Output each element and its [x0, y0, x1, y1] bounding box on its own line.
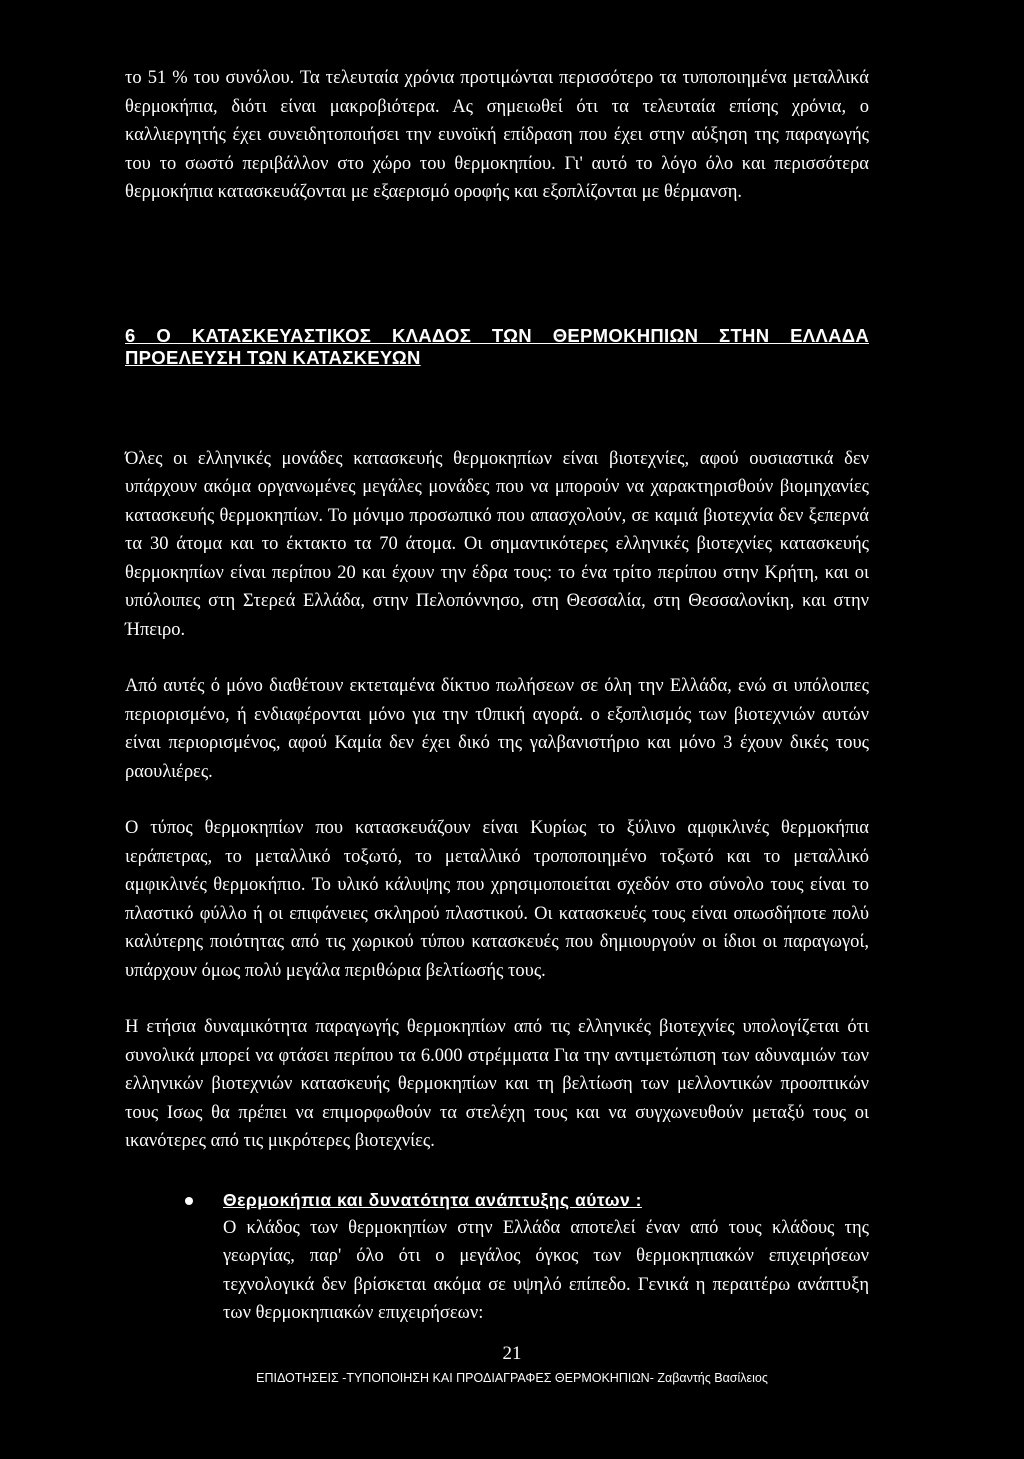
paragraph-4: Η ετήσια δυναμικότητα παραγωγής θερμοκηπίων από τις ελληνικές βιοτεχνίες υπολογίζεται ότι συνολικά μπορεί να φτάσει περίπου τα 6.000 στρέμματα Για την αντιμετώπιση των αδυναμιών των ελληνικών βιοτεχνιών κατασκευής θερμοκηπίων και τη βελτίωση των μελλοντικών προοπτικών τους Ισως θα πρέπει να επιμορφωθούν τα στελέχη τους και να συγχωνευθούν μεταξύ τους οι ικανότερες από τις μικρότερες βιοτεχνίες.	[125, 1017, 869, 1151]
bullet-title: Θερμοκήπια και δυνατότητα ανάπτυξης αύτων :	[223, 1189, 642, 1210]
paragraph-1: Όλες οι ελληνικές μονάδες κατασκευής θερμοκηπίων είναι βιοτεχνίες, αφού ουσιαστικά δεν υπάρχουν ακόμα οργανωμένες μεγάλες μονάδες που να μπορούν να χαρακτηρισθούν βιομηχανίες κατασκευής θερμοκηπίων. Το μόνιμο προσωπικό που απασχολούν, σε καμιά βιοτεχνία δεν ξεπερνά τα 30 άτομα και το έκτακτο τα 70 άτομα. Οι σημαντικότερες ελληνικές βιοτεχνίες κατασκευής θερμοκηπίων είναι περίπου 20 και έχουν την έδρα τους: το ένα τρίτο περίπου στην Κρήτη, και οι υπόλοιπες στη Στερεά Ελλάδα, στην Πελοπόννησο, στη Θεσσαλία, στη Θεσσαλονίκη, και στην Ήπειρο.	[125, 448, 869, 640]
bullet-text: Ο κλάδος των θερμοκηπίων στην Ελλάδα αποτελεί έναν από τους κλάδους της γεωργίας, παρ' όλο ότι ο μεγάλος όγκος των θερμοκηπιακών επιχειρήσεων τεχνολογικά δεν βρίσκεται ακόμα σε υψηλό επίπεδο. Γενικά η περαιτέρω ανάπτυξη των θερμοκηπιακών επιχειρήσεων:	[223, 1217, 869, 1323]
intro-paragraph: το 51 % του συνόλου. Τα τελευταία χρόνια προτιμώνται περισσότερο τα τυποποιημένα μεταλλικά θερμοκήπια, διότι είναι μακροβιότερα. Ας σημειωθεί ότι τα τελευταία επίσης χρόνια, ο καλλιεργητής έχει συνειδητοποιήσει την ευνοϊκή επίδραση που έχει στην αύξηση της παραγωγής του το σωστό περιβάλλον στο χώρο του θερμοκηπίου. Γι' αυτό το λόγο όλο και περισσότερα θερμοκήπια κατασκευάζονται με εξαερισμό οροφής και εξοπλίζονται με θέρμανση.	[125, 68, 869, 202]
bullet-item	[125, 1186, 869, 1328]
paragraph-3: Ο τύπος θερμοκηπίων που κατασκευάζουν είναι Κυρίως το ξύλινο αμφικλινές θερμοκήπια ιεράπετρας, το μεταλλικό τοξωτό, το μεταλλικό τροποποιημένο τοξωτό και το μεταλλικό αμφικλινές θερμοκήπιο. Το υλικό κάλυψης που χρησιμοποιείται σχεδόν στο σύνολο τους είναι το πλαστικό φύλλο ή οι επιφάνειες σκληρού πλαστικού. Οι κατασκευές τους είναι οπωσδήποτε πολύ καλύτερης ποιότητας από τις χωρικού τύπου κατασκευές που δημιουργούν οι ίδιοι οι παραγωγοί, υπάρχουν όμως πολύ μεγάλα περιθώρια βελτίωσής τους.	[125, 818, 869, 981]
paragraph-2: Από αυτές ό μόνο διαθέτουν εκτεταμένα δίκτυο πωλήσεων σε όλη την Ελλάδα, ενώ σι υπόλοιπες περιορισμένο, ή ενδιαφέρονται μόνο για την τ0πική αγορά. ο εξοπλισμός των βιοτεχνιών αυτών είναι περιορισμένος, αφού Καμία δεν έχει δικό της γαλβανιστήριο και μόνο 3 έχουν δικές τους ραουλιέρες.	[125, 676, 869, 782]
section-heading: 6 Ο ΚΑΤΑΣΚΕΥΑΣΤΙΚΟΣ ΚΛΑΔΟΣ ΤΩΝ ΘΕΡΜΟΚΗΠΙΩΝ ΣΤΗΝ ΕΛΛΑΔΑ ΠΡΟΕΛΕΥΣΗ ΤΩΝ ΚΑΤΑΣΚΕΥΩΝ	[125, 324, 869, 368]
page-footer: ΕΠΙΔΟΤΗΣΕΙΣ -ΤΥΠΟΠΟΙΗΣΗ ΚΑΙ ΠΡΟΔΙΑΓΡΑΦΕΣ ΘΕΡΜΟΚΗΠΙΩΝ- Ζαβαντής Βασίλειος	[256, 1371, 768, 1385]
page-body	[125, 64, 869, 1328]
page-number: 21	[502, 1343, 522, 1364]
bullet-dot-icon	[185, 1197, 193, 1205]
